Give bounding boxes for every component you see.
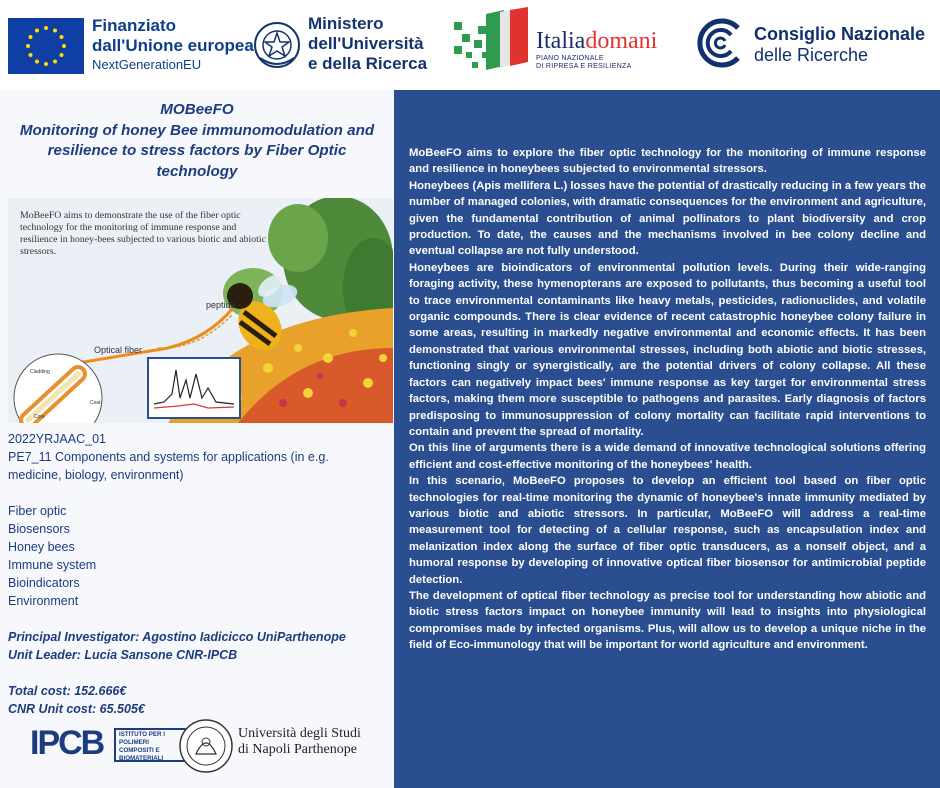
keyword-item: Environment: [8, 594, 79, 608]
mur-line1: Ministero: [308, 14, 384, 33]
keyword-item: Fiber optic: [8, 504, 67, 518]
mur-line3: e della Ricerca: [308, 54, 428, 73]
parthenope-logo: [178, 718, 388, 778]
brand-domani: domani: [585, 28, 658, 54]
project-code: 2022YRJAAC_01: [8, 432, 106, 446]
project-title-line3: technology: [156, 162, 238, 180]
project-description: [409, 145, 926, 654]
keyword-item: Immune system: [8, 558, 97, 572]
erc-sector-line2: medicine, biology, environment): [8, 468, 184, 482]
italiadomani-text: [536, 28, 657, 71]
pnrr-line2: DI RIPRESA E RESILIENZA: [536, 63, 632, 70]
unit-leader: Unit Leader: Lucia Sansone CNR-IPCB: [8, 648, 238, 662]
cnr-line2: delle Ricerche: [754, 45, 869, 65]
eu-logo-text: [92, 16, 254, 74]
keyword-item: Biosensors: [8, 522, 70, 536]
erc-sector-line1: PE7_11 Components and systems for applications (in e.g.: [8, 450, 329, 464]
partner-logos: [30, 718, 390, 788]
project-title-line1: Monitoring of honey Bee immunomodulation and: [19, 121, 375, 139]
keyword-item: Bioindicators: [8, 576, 80, 590]
eu-flag-icon: [8, 18, 84, 74]
ipcb-box-text: ISTITUTO PER I POLIMERI COMPOSITI E BIOMATERIALI: [114, 728, 190, 762]
core-label: Core: [34, 414, 45, 420]
mur-logo: [252, 0, 432, 90]
project-title-line2: resilience to stress factors by Fiber Optic: [47, 142, 347, 159]
ipcb-logo: [30, 722, 170, 774]
description-paragraph: In this scenario, MoBeeFO proposes to develop an efficient tool based on fiber optic technologies for real-time monitoring the dynamic of honeybee's innate immunity mediated by various biotic and abiotic stressors. In particular, MoBeeFO will address a real-time measurement tool for detecting of a cellular response, such as encapsulation index and melanization index along the surface of fiber optic transducers, as a nonself object, and a humoral response by developing of innovative optical fiber biosensor for antimicrobial peptide detection.: [409, 475, 926, 586]
parthenope-text: [238, 726, 361, 758]
italiadomani-logo: [452, 0, 686, 90]
cnr-logo: [694, 0, 934, 90]
right-panel: [394, 90, 940, 788]
project-info: [8, 430, 392, 718]
pnrr-line1: PIANO NAZIONALE: [536, 55, 604, 62]
project-title: [0, 100, 394, 182]
description-paragraph: Honeybees (Apis mellifera L.) losses have the potential of drastically reducing in a few years the number of managed colonies, with dramatic consequences for the environment and agriculture, given the fundamental contribution of animal pollinators to plant biodiversity and crop production. To date, the causes and the mechanisms involved in bee colony decline and eventual collapse are not fully understood.: [409, 179, 926, 258]
parthenope-line2: di Napoli Parthenope: [238, 742, 357, 757]
header-logo-bar: [0, 0, 940, 90]
project-acronym: MOBeeFO: [160, 101, 234, 118]
ipcb-wordmark: IPCB: [30, 724, 104, 762]
mur-line2: dell'Università: [308, 34, 424, 53]
eu-line1: Finanziato: [92, 16, 177, 35]
coat-label: Coat: [90, 400, 101, 406]
eu-nextgen-logo: [8, 0, 254, 90]
description-paragraph: MoBeeFO aims to explore the fiber optic technology for the monitoring of immune response and resilience in honeybees subjected to environmental stressors.: [409, 147, 926, 176]
principal-investigator: Principal Investigator: Agostino Iadicicco UniParthenope: [8, 630, 346, 644]
eu-line2: dall'Unione europea: [92, 36, 254, 55]
eu-line3: NextGenerationEU: [92, 57, 202, 72]
italiadomani-mark-icon: [452, 4, 532, 84]
description-paragraph: The development of optical fiber technology as precise tool for understanding how abiotic and biotic stress factors impact on honeybee immunity will lead to insights into physiological compromises made by infected organisms. Plus, will allow us to develop a unique niche in the field of Eco-immunology that will be important for world agriculture and environment.: [409, 589, 926, 652]
parthenope-line1: Università degli Studi: [238, 726, 361, 741]
italiadomani-brand: [536, 28, 657, 55]
keyword-item: Honey bees: [8, 540, 75, 554]
illustration-caption: MoBeeFO aims to demonstrate the use of the fiber optic technology for the monitoring of immune response and resilience in honey-bees subjected to various biotic and abiotic stressors.: [20, 210, 266, 257]
cladding-label: Cladding: [30, 369, 50, 375]
peptide-label: peptide: [206, 300, 236, 310]
cnr-logo-text: [754, 24, 925, 66]
optical-fiber-label: Optical fiber: [94, 345, 143, 355]
italian-emblem-icon: [252, 18, 302, 72]
mur-logo-text: [308, 14, 427, 74]
brand-italia: Italia: [536, 28, 586, 54]
description-paragraph: On this line of arguments there is a wide demand of innovative technological solutions offering efficient and cost-effective monitoring of the honeybees' health.: [409, 442, 926, 471]
parthenope-seal-icon: [178, 718, 234, 774]
cnr-line1: Consiglio Nazionale: [754, 24, 926, 44]
unit-cost: CNR Unit cost: 65.505€: [8, 702, 145, 716]
total-cost: Total cost: 152.666€: [8, 684, 127, 698]
description-paragraph: Honeybees are bioindicators of environmental pollution levels. During their wide-ranging foraging activity, these hymenopterans are exposed to pollutants, thus becoming a useful tool to trace environmental contaminants like heavy metals, pesticides, radionuclides, and volatile organic compounds. There is clear evidence of recent catastrophic honeybee colony failure in some areas, resulting in markedly negative environmental and economic effects. It has been demonstrated that various environmental stresses, including both abiotic and biotic stresses, functioning singly or synergistically, are the potential drivers of colony collapse. All these factors can negatively impact bees' immune response as key target for environmental stress factors, making them more susceptible to pathogens and parasites. Early diagnosis of factors predisposing to immunosuppression of colony mortality can facilitate rapid interventions to contain and prevent the spread of mortality.: [409, 261, 926, 438]
cnr-mark-icon: [694, 16, 748, 70]
